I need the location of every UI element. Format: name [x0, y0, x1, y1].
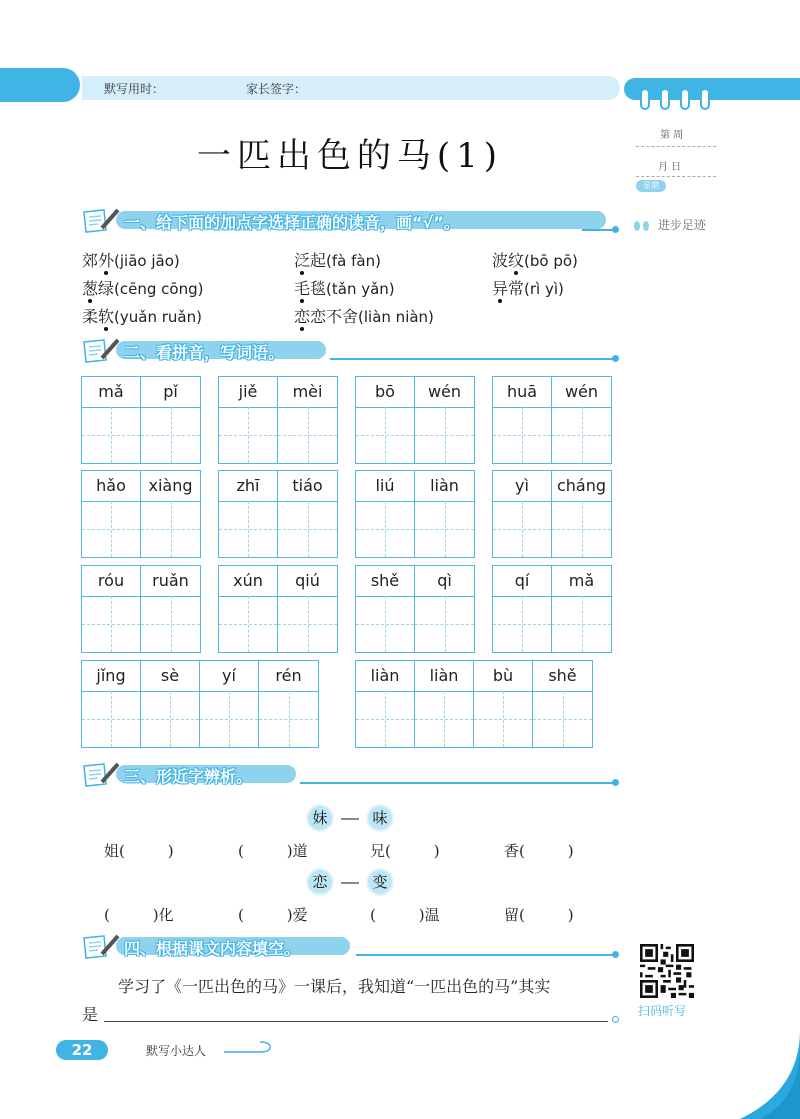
- word-grid: [355, 660, 593, 748]
- grid-cell[interactable]: [82, 566, 141, 652]
- word-grid: [218, 565, 338, 653]
- grid-cell[interactable]: [474, 661, 533, 747]
- word-grid: [492, 565, 612, 653]
- section-rule: [300, 782, 616, 784]
- section-dot: [612, 951, 619, 958]
- grid-cell[interactable]: [82, 661, 141, 747]
- weekday-badge: 星期: [636, 180, 666, 192]
- reading-item: 异常(rì yì): [492, 279, 564, 298]
- grid-cell[interactable]: [219, 377, 278, 463]
- qr-label: 扫码听写: [638, 1004, 687, 1018]
- corner-decoration: [720, 1030, 800, 1119]
- footer-arrow-icon: [222, 1040, 274, 1058]
- section4-header: [80, 932, 360, 960]
- grid-cell[interactable]: [219, 471, 278, 557]
- reading-item: 柔软(yuǎn ruǎn): [82, 307, 202, 326]
- grid-cell[interactable]: [82, 471, 141, 557]
- grid-cell[interactable]: [259, 661, 318, 747]
- pinyin-label: qì: [415, 566, 474, 597]
- pinyin-label: jǐng: [82, 661, 140, 692]
- footprint-icon: [632, 219, 654, 233]
- section4-title: 四、根据课文内容填空。: [124, 939, 301, 958]
- grid-cell[interactable]: [82, 377, 141, 463]
- pinyin-label: bō: [356, 377, 414, 408]
- pinyin-label: mǎ: [552, 566, 611, 597]
- pinyin-label: rén: [259, 661, 318, 692]
- calendar-strip: [624, 78, 800, 100]
- line-end-dot: [612, 1016, 619, 1023]
- page-title: 一匹出色的马(1): [196, 136, 504, 176]
- section-dot: [612, 355, 619, 362]
- grid-cell[interactable]: [493, 471, 552, 557]
- grid-cell[interactable]: [278, 566, 337, 652]
- grid-cell[interactable]: [278, 471, 337, 557]
- grid-cell[interactable]: [219, 566, 278, 652]
- word-grid: [218, 376, 338, 464]
- section3-header: [80, 760, 300, 788]
- grid-cell[interactable]: [141, 377, 200, 463]
- compare-char: 恋: [308, 870, 332, 894]
- grid-cell[interactable]: [533, 661, 592, 747]
- pinyin-label: liàn: [415, 661, 473, 692]
- reading-item: 泛起(fà fàn): [294, 251, 381, 270]
- pinyin-label: xiàng: [141, 471, 200, 502]
- pinyin-label: shě: [356, 566, 414, 597]
- grid-cell[interactable]: [552, 377, 611, 463]
- reading-item: 郊外(jiāo jāo): [82, 251, 180, 270]
- fill-blank[interactable]: ( )化: [104, 906, 174, 924]
- page-number: 22: [56, 1040, 108, 1060]
- section-dot: [612, 226, 619, 233]
- fill-sentence-start: 是: [82, 1005, 99, 1024]
- pinyin-label: qí: [493, 566, 551, 597]
- pinyin-label: pǐ: [141, 377, 200, 408]
- compare-dash: [341, 882, 359, 884]
- week-label: 第 周: [660, 130, 684, 141]
- reading-item: 恋恋不舍(liàn niàn): [294, 307, 434, 326]
- compare-char: 味: [368, 806, 392, 830]
- grid-cell[interactable]: [200, 661, 259, 747]
- time-label: 默写用时：: [104, 82, 165, 96]
- pinyin-label: xún: [219, 566, 277, 597]
- pinyin-label: liàn: [415, 471, 474, 502]
- grid-cell[interactable]: [356, 377, 415, 463]
- word-grid: [355, 470, 475, 558]
- section-rule: [356, 954, 616, 956]
- progress-label: [632, 216, 706, 233]
- qr-code-icon[interactable]: [640, 944, 694, 998]
- section-dot: [612, 779, 619, 786]
- grid-cell[interactable]: [415, 661, 474, 747]
- fill-blank[interactable]: ( )爱: [238, 906, 308, 924]
- fill-sentence: 学习了《一匹出色的马》一课后，我知道“一匹出色的马”其实: [118, 977, 551, 996]
- parent-sign-label: 家长签字：: [246, 82, 307, 96]
- section2-title: 二、看拼音，写词语。: [124, 343, 285, 362]
- fill-blank[interactable]: 兄( ): [370, 842, 440, 860]
- grid-cell[interactable]: [493, 377, 552, 463]
- pinyin-label: shě: [533, 661, 592, 692]
- fill-blank[interactable]: 香( ): [504, 842, 574, 860]
- compare-dash: [341, 818, 359, 820]
- footer-title: 默写小达人: [146, 1044, 207, 1058]
- fill-blank[interactable]: 姐( ): [104, 842, 174, 860]
- grid-cell[interactable]: [141, 661, 200, 747]
- grid-cell[interactable]: [552, 471, 611, 557]
- word-grid: [492, 376, 612, 464]
- pinyin-label: yì: [493, 471, 551, 502]
- word-grid: [81, 376, 201, 464]
- pinyin-label: zhī: [219, 471, 277, 502]
- compare-char: 妹: [308, 806, 332, 830]
- pinyin-label: mèi: [278, 377, 337, 408]
- grid-cell[interactable]: [552, 566, 611, 652]
- section2-header: [80, 336, 340, 364]
- pinyin-label: ruǎn: [141, 566, 200, 597]
- grid-cell[interactable]: [356, 661, 415, 747]
- word-grid: [355, 376, 475, 464]
- pinyin-label: hǎo: [82, 471, 140, 502]
- grid-cell[interactable]: [278, 377, 337, 463]
- grid-cell[interactable]: [415, 471, 474, 557]
- section-rule: [330, 358, 616, 360]
- pinyin-label: sè: [141, 661, 199, 692]
- pinyin-label: wén: [552, 377, 611, 408]
- compare-char: 变: [368, 870, 392, 894]
- section1-title: 一、给下面的加点字选择正确的读音，画“√”。: [124, 213, 460, 232]
- pinyin-label: bù: [474, 661, 532, 692]
- grid-cell[interactable]: [493, 566, 552, 652]
- word-grid: [81, 470, 201, 558]
- reading-item: 葱绿(cēng cōng): [82, 279, 204, 298]
- pinyin-label: liú: [356, 471, 414, 502]
- pinyin-label: tiáo: [278, 471, 337, 502]
- grid-cell[interactable]: [356, 471, 415, 557]
- grid-cell[interactable]: [356, 566, 415, 652]
- grid-cell[interactable]: [415, 377, 474, 463]
- pinyin-label: yí: [200, 661, 258, 692]
- word-grid: [81, 660, 319, 748]
- answer-line[interactable]: [104, 1021, 608, 1022]
- date-label: 月 日: [658, 162, 682, 173]
- header-accent-tab: [0, 68, 80, 102]
- word-grid: [355, 565, 475, 653]
- progress-text: 进步足迹: [657, 218, 706, 232]
- fill-blank[interactable]: ( )道: [238, 842, 308, 860]
- pinyin-label: róu: [82, 566, 140, 597]
- fill-blank[interactable]: 留( ): [504, 906, 574, 924]
- reading-item: 毛毯(tǎn yǎn): [294, 279, 395, 298]
- word-grid: [218, 470, 338, 558]
- word-grid: [81, 565, 201, 653]
- word-grid: [492, 470, 612, 558]
- pinyin-label: qiú: [278, 566, 337, 597]
- reading-item: 波纹(bō pō): [492, 251, 578, 270]
- pinyin-label: mǎ: [82, 377, 140, 408]
- pinyin-label: jiě: [219, 377, 277, 408]
- pinyin-label: wén: [415, 377, 474, 408]
- pinyin-label: liàn: [356, 661, 414, 692]
- pinyin-label: cháng: [552, 471, 611, 502]
- section1-header: [80, 206, 620, 234]
- grid-cell[interactable]: [141, 566, 200, 652]
- grid-cell[interactable]: [141, 471, 200, 557]
- section3-title: 三、形近字辨析。: [124, 767, 253, 786]
- section-rule: [582, 229, 616, 231]
- pinyin-label: huā: [493, 377, 551, 408]
- grid-cell[interactable]: [415, 566, 474, 652]
- fill-blank[interactable]: ( )温: [370, 906, 440, 924]
